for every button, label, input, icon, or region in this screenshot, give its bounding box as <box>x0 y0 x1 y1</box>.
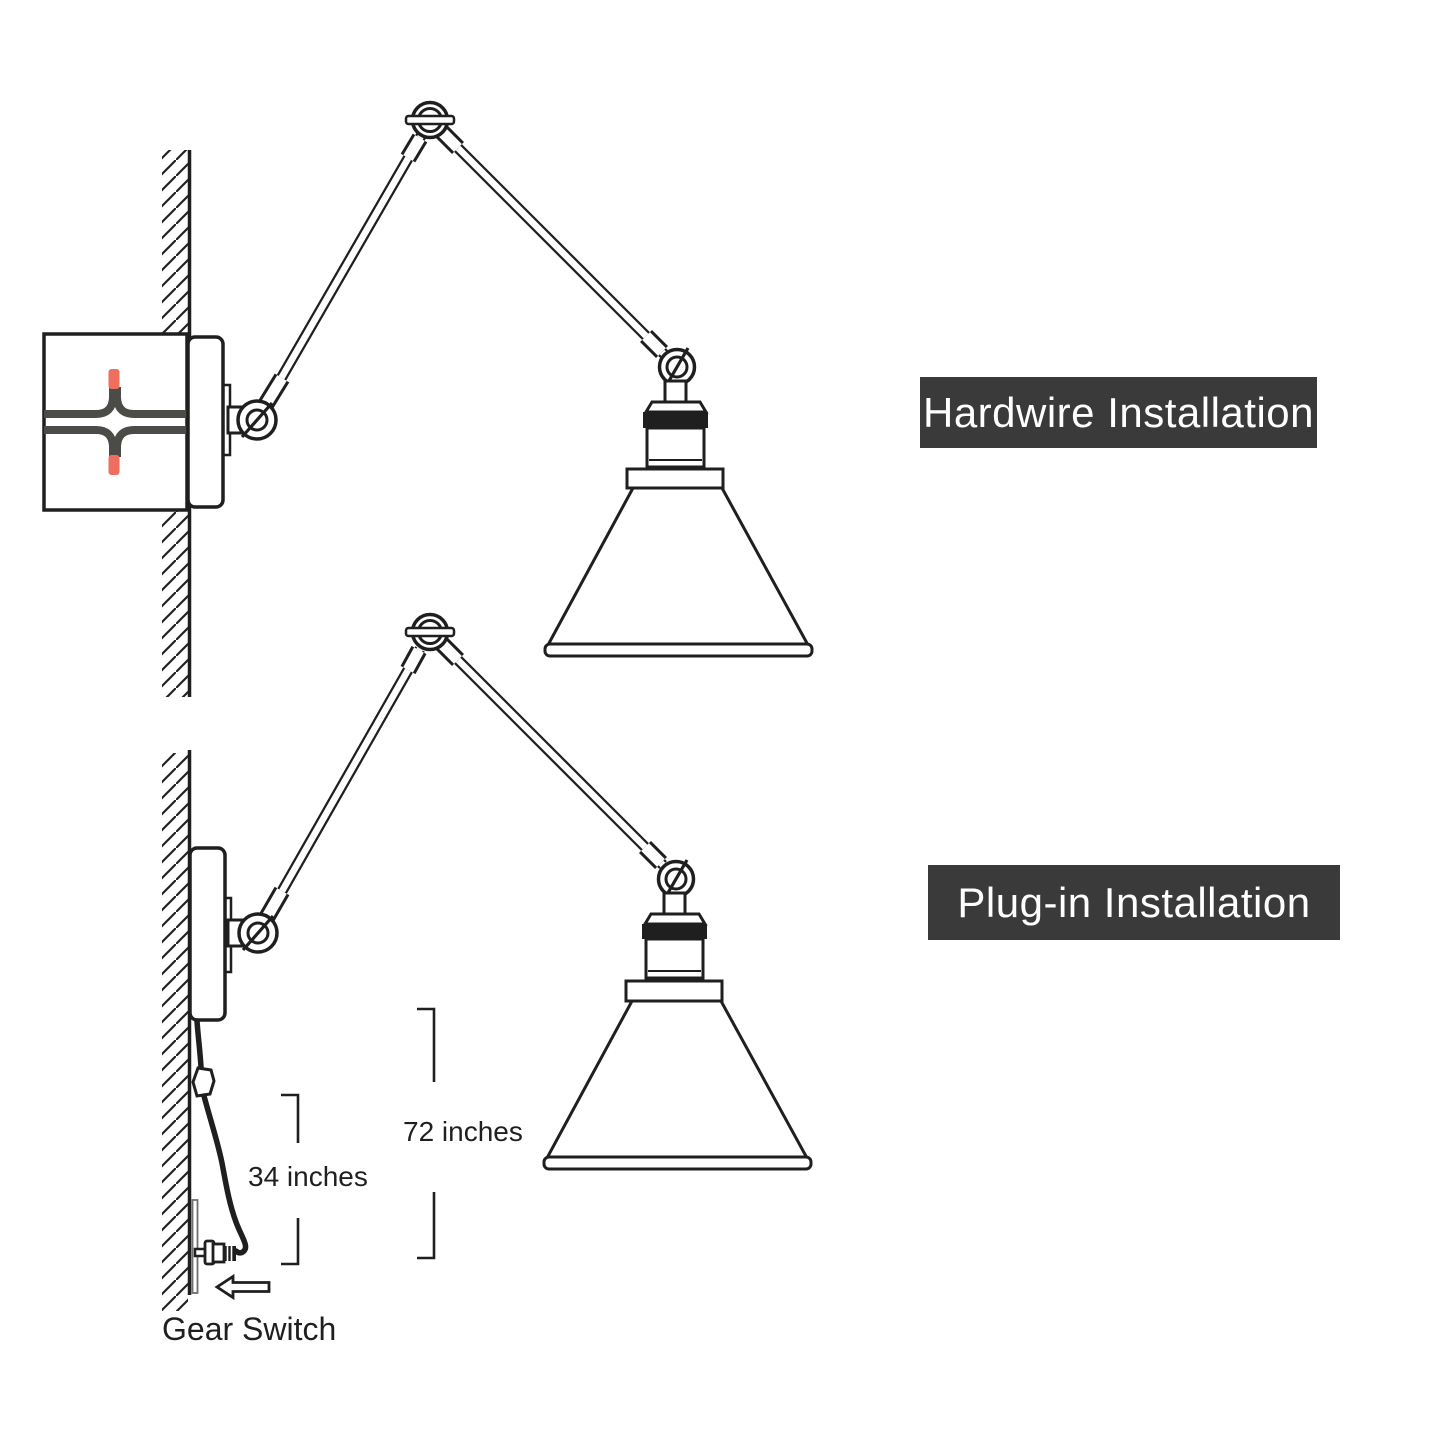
wall-plate-top <box>188 337 243 507</box>
power-cord <box>193 1021 246 1253</box>
plug-grip <box>223 1246 236 1261</box>
diagram-hardwire <box>44 103 812 698</box>
lamp-head-bottom <box>544 893 811 1169</box>
gear-switch-label: Gear Switch <box>162 1311 337 1347</box>
swing-arm-top <box>266 130 664 404</box>
wall-joint-bottom <box>239 914 277 952</box>
hardwire-installation-label: Hardwire Installation <box>920 377 1317 448</box>
dimension-34-inches: 34 inches <box>248 1161 368 1192</box>
lamp-head-top <box>545 381 812 656</box>
arrow-left-icon <box>217 1277 269 1298</box>
wire-cap-red-bottom <box>109 455 120 475</box>
dimension-72-inches: 72 inches <box>403 1116 523 1147</box>
wall-joint-top <box>238 401 276 439</box>
cone-shade-top <box>548 488 808 645</box>
cone-shade-bottom <box>547 1001 807 1158</box>
diagram-plugin <box>162 615 811 1312</box>
plugin-installation-label: Plug-in Installation <box>928 865 1340 940</box>
socket-band <box>642 924 707 939</box>
screw-slot-icon <box>406 116 454 124</box>
screw-slot-icon <box>406 628 454 636</box>
wall-plate-bottom <box>190 848 243 1020</box>
power-plug <box>195 1241 236 1264</box>
junction-box <box>44 334 188 510</box>
wall-bottom <box>162 750 190 1311</box>
wire-cap-red-top <box>109 369 120 389</box>
outlet-plate <box>193 1200 198 1293</box>
swing-arm-bottom <box>267 642 663 917</box>
shade-rim-bottom <box>544 1157 811 1169</box>
cord-switch <box>193 1068 214 1096</box>
socket-band <box>643 412 708 428</box>
shade-rim-top <box>545 644 812 656</box>
